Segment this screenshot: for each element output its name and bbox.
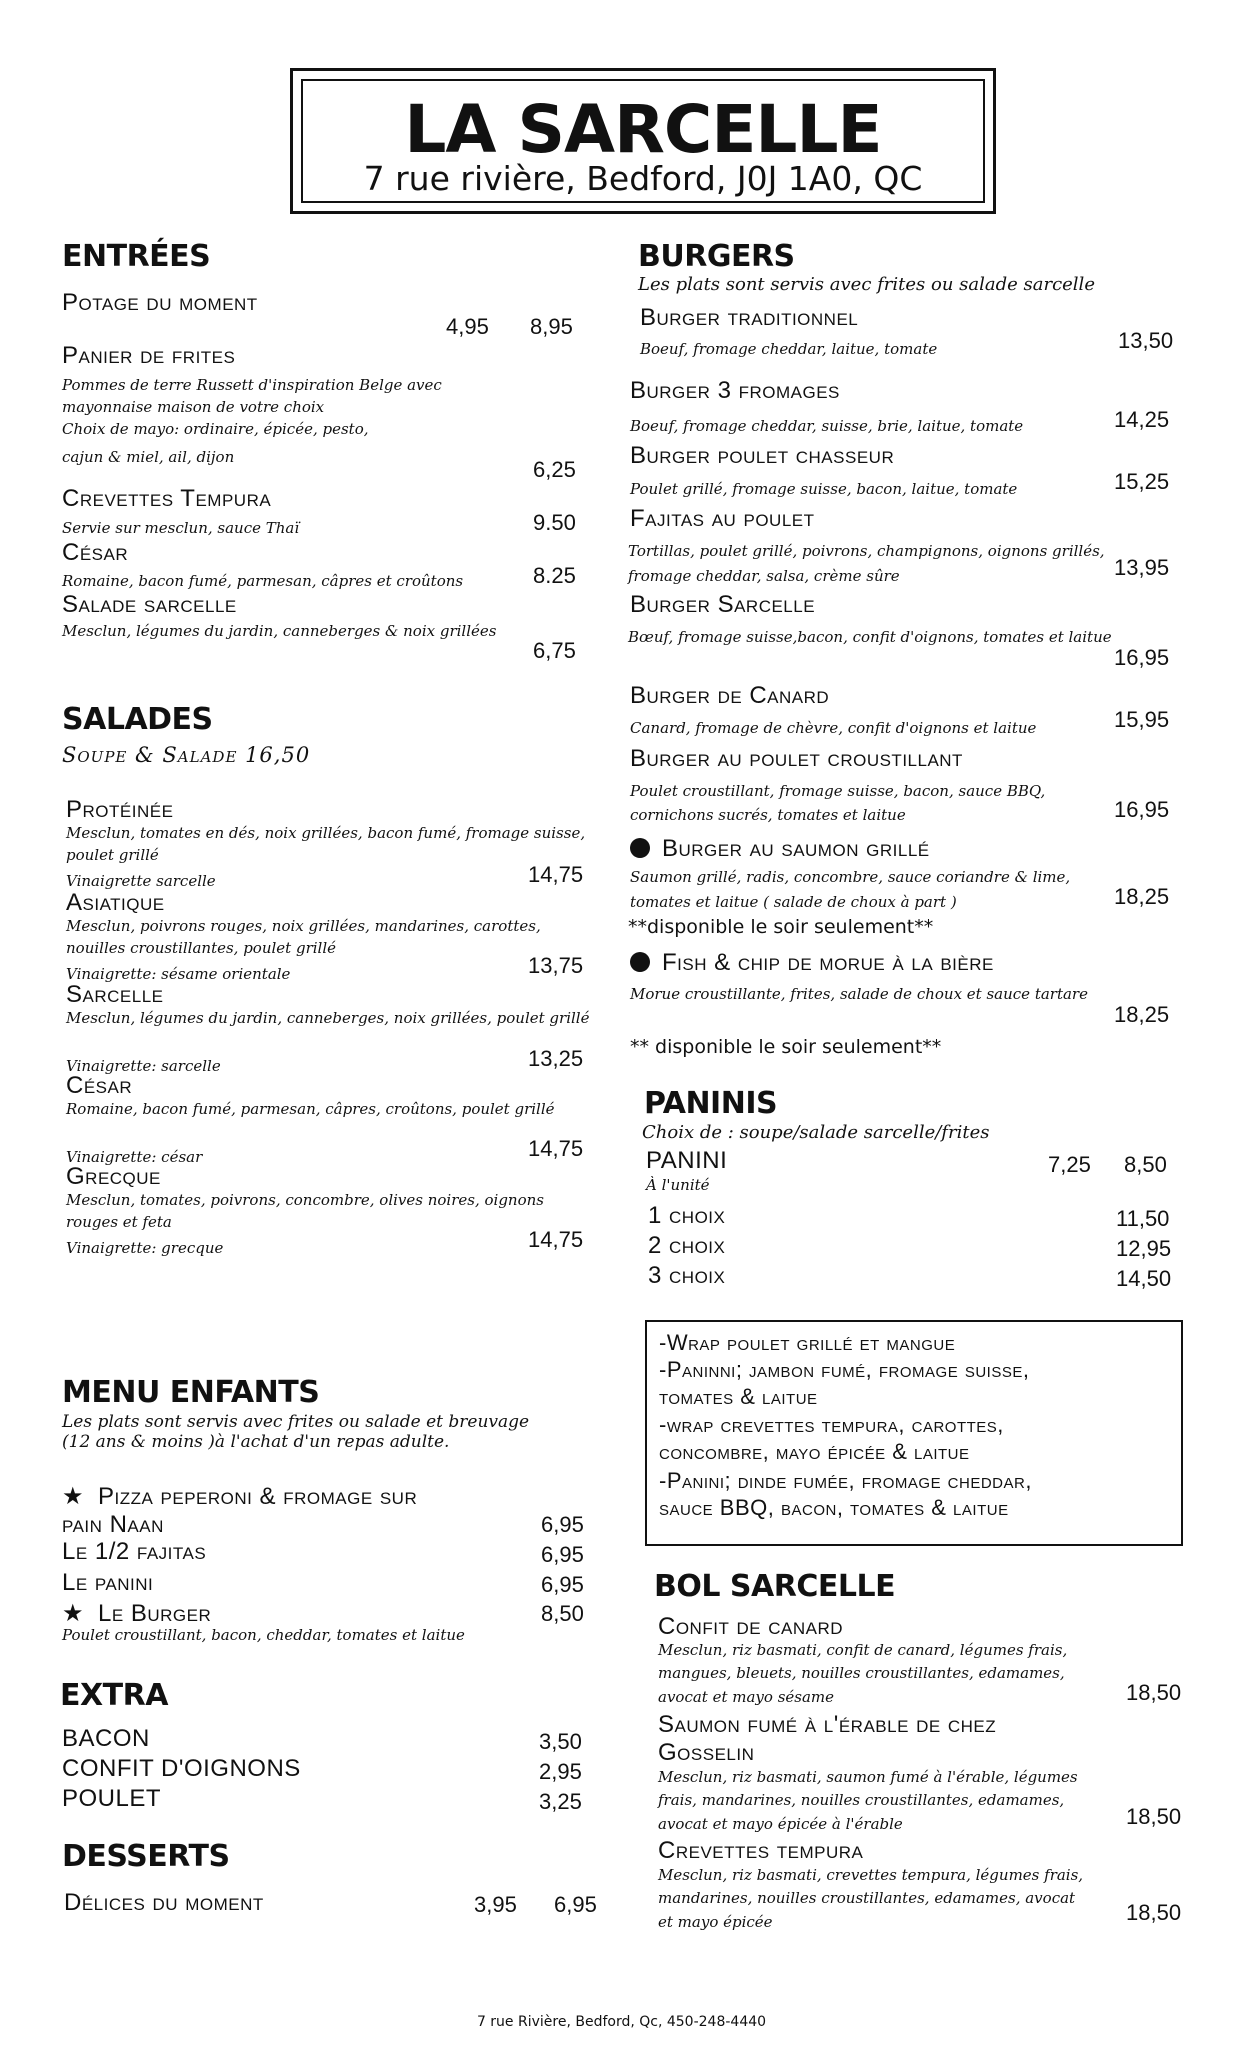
- burger-saumon-note: **disponible le soir seulement**: [628, 916, 934, 938]
- wraps-box: [645, 1320, 1183, 1546]
- burger-name-traditionnel: Burger traditionnel: [640, 304, 859, 331]
- price-extra-confit-oignons: 2,95: [539, 1759, 582, 1784]
- panini-choice-1: 1 choix: [648, 1202, 726, 1229]
- bol-desc-crevettes-2: mandarines, nouilles croustillantes, edamames, avocat: [658, 1889, 1076, 1907]
- panini-unit-label: À l'unité: [646, 1176, 710, 1194]
- section-title-entrees: ENTRÉES: [62, 239, 211, 274]
- enfants-item-pizza: [62, 1484, 417, 1510]
- price-panini-choice-3: 14,50: [1116, 1266, 1172, 1291]
- section-title-desserts: DESSERTS: [62, 1839, 230, 1874]
- burger-desc-fajitas-2: fromage cheddar, salsa, crème sûre: [628, 567, 900, 585]
- item-name-cesar: César: [62, 539, 129, 566]
- header-box: [290, 68, 996, 214]
- item-desc-cesar: Romaine, bacon fumé, parmesan, câpres et croûtons: [62, 572, 464, 590]
- restaurant-address: 7 rue rivière, Bedford, J0J 1A0, QC: [363, 159, 923, 198]
- salade-name-grecque: Grecque: [66, 1163, 161, 1190]
- burger-name-canard: Burger de Canard: [630, 682, 830, 709]
- salade-desc-cesar: Romaine, bacon fumé, parmesan, câpres, croûtons, poulet grillé: [66, 1100, 555, 1118]
- salade-name-asiatique: Asiatique: [66, 889, 165, 916]
- price-burger-traditionnel: 13,50: [1118, 328, 1174, 353]
- wrap-line-6: -Panini; dinde fumée, fromage cheddar,: [659, 1468, 1032, 1493]
- price-panini-large: 8,50: [1124, 1152, 1167, 1177]
- price-extra-bacon: 3,50: [539, 1729, 582, 1754]
- item-name-potage: Potage du moment: [62, 289, 258, 316]
- price-burger-sarcelle: 16,95: [1114, 645, 1170, 670]
- bol-desc-saumon-2: frais, mandarines, nouilles croustillantes, edamames,: [658, 1791, 1065, 1809]
- burger-name-poulet-chasseur: Burger poulet chasseur: [630, 442, 895, 469]
- enfants-item-fajitas: Le 1/2 fajitas: [62, 1538, 207, 1565]
- bol-desc-confit-2: mangues, bleuets, nouilles croustillantes, edamames,: [658, 1664, 1065, 1682]
- salade-desc-grecque: Mesclun, tomates, poivrons, concombre, olives noires, oignons rouges et feta: [66, 1191, 544, 1231]
- wrap-line-5: concombre, mayo épicée & laitue: [659, 1439, 970, 1464]
- burger-name-fish-chip: Fish & chip de morue à la bière: [662, 949, 994, 976]
- price-crevettes-tempura: 9.50: [533, 510, 576, 535]
- salade-vinaigrette-cesar: Vinaigrette: césar: [66, 1148, 203, 1166]
- salade-name-sarcelle: Sarcelle: [66, 981, 164, 1008]
- item-name-salade-sarcelle: Salade sarcelle: [62, 591, 237, 618]
- enfants-item-panini: Le panini: [62, 1569, 154, 1596]
- price-enfants-panini: 6,95: [541, 1572, 584, 1597]
- dessert-item-delices: Délices du moment: [64, 1889, 264, 1916]
- price-salade-grecque: 14,75: [528, 1227, 584, 1252]
- burger-desc-fish-chip: Morue croustillante, frites, salade de choux et sauce tartare: [630, 985, 1088, 1003]
- price-extra-poulet: 3,25: [539, 1789, 582, 1814]
- burgers-evening-note: ** disponible le soir seulement**: [630, 1036, 942, 1058]
- burger-name-sarcelle: Burger Sarcelle: [630, 591, 816, 618]
- burger-desc-saumon-2: tomates et laitue ( salade de choux à part ): [630, 893, 957, 911]
- paninis-subtitle: Choix de : soupe/salade sarcelle/frites: [642, 1122, 990, 1143]
- enfants-burger-desc: Poulet croustillant, bacon, cheddar, tomates et laitue: [62, 1626, 465, 1644]
- panini-item-name: PANINI: [646, 1147, 728, 1174]
- section-title-paninis: PANINIS: [644, 1086, 778, 1121]
- burger-desc-sarcelle: Bœuf, fromage suisse,bacon, confit d'oignons, tomates et laitue: [628, 628, 1112, 646]
- burger-desc-traditionnel: Boeuf, fromage cheddar, laitue, tomate: [640, 340, 938, 358]
- extra-item-bacon: BACON: [62, 1725, 150, 1752]
- burger-name-poulet-croustillant: Burger au poulet croustillant: [630, 745, 963, 772]
- price-dessert-small: 3,95: [474, 1892, 517, 1917]
- extra-item-confit-oignons: CONFIT D'OIGNONS: [62, 1755, 301, 1782]
- price-enfants-pizza: 6,95: [541, 1512, 584, 1537]
- price-salade-asiatique: 13,75: [528, 953, 584, 978]
- price-salade-proteinee: 14,75: [528, 862, 584, 887]
- enfants-pizza-line1: Pizza peperoni & fromage sur: [98, 1483, 418, 1510]
- enfants-pizza-line2: pain Naan: [62, 1511, 164, 1538]
- item-desc-crevettes-tempura: Servie sur mesclun, sauce Thaï: [62, 519, 300, 537]
- price-burger-3-fromages: 14,25: [1114, 407, 1170, 432]
- salade-name-cesar: César: [66, 1072, 133, 1099]
- panini-choice-3: 3 choix: [648, 1262, 726, 1289]
- bol-name-crevettes: Crevettes tempura: [658, 1837, 864, 1864]
- section-title-salades: SALADES: [62, 702, 213, 737]
- price-burger-saumon: 18,25: [1114, 884, 1170, 909]
- star-icon: ★: [62, 1483, 85, 1510]
- star-icon: ★: [62, 1600, 85, 1627]
- salade-name-proteinee: Protéinée: [66, 796, 174, 823]
- price-panini-small: 7,25: [1048, 1152, 1091, 1177]
- burger-name-saumon: Burger au saumon grillé: [662, 835, 930, 862]
- bol-desc-crevettes-3: et mayo épicée: [658, 1913, 773, 1931]
- bol-name-saumon-2: Gosselin: [658, 1739, 755, 1766]
- price-salade-cesar: 14,75: [528, 1136, 584, 1161]
- price-burger-poulet-chasseur: 15,25: [1114, 469, 1170, 494]
- bullet-icon: [630, 952, 650, 972]
- burger-item-fish-chip: [630, 950, 994, 976]
- price-burger-fish-chip: 18,25: [1114, 1002, 1170, 1027]
- footer-address: 7 rue Rivière, Bedford, Qc, 450-248-4440: [476, 2014, 767, 2030]
- bol-name-confit: Confit de canard: [658, 1613, 844, 1640]
- wrap-line-3: tomates & laitue: [659, 1384, 818, 1409]
- salade-desc-sarcelle: Mesclun, légumes du jardin, canneberges, noix grillées, poulet grillé: [66, 1009, 590, 1027]
- price-burger-canard: 15,95: [1114, 707, 1170, 732]
- price-frites: 6,25: [533, 457, 576, 482]
- section-title-burgers: BURGERS: [638, 239, 795, 274]
- bol-name-saumon-1: Saumon fumé à l'érable de chez: [658, 1711, 997, 1738]
- burger-desc-poulet-chasseur: Poulet grillé, fromage suisse, bacon, laitue, tomate: [630, 480, 1018, 498]
- burger-desc-poulet-croustillant-2: cornichons sucrés, tomates et laitue: [630, 806, 906, 824]
- bol-desc-saumon-1: Mesclun, riz basmati, saumon fumé à l'érable, légumes: [658, 1768, 1078, 1786]
- restaurant-name: LA SARCELLE: [404, 91, 882, 168]
- price-burger-fajitas: 13,95: [1114, 555, 1170, 580]
- item-desc-frites-mayo: Choix de mayo: ordinaire, épicée, pesto,: [62, 420, 369, 438]
- price-bol-crevettes: 18,50: [1126, 1900, 1182, 1925]
- burger-name-3-fromages: Burger 3 fromages: [630, 377, 840, 404]
- salade-desc-asiatique: Mesclun, poivrons rouges, noix grillées, mandarines, carottes, nouilles croustillantes, poulet grillé: [66, 917, 541, 957]
- price-dessert-large: 6,95: [554, 1892, 597, 1917]
- burger-name-fajitas: Fajitas au poulet: [630, 505, 815, 532]
- price-bol-saumon: 18,50: [1126, 1804, 1182, 1829]
- burger-desc-canard: Canard, fromage de chèvre, confit d'oignons et laitue: [630, 719, 1037, 737]
- bol-desc-confit-3: avocat et mayo sésame: [658, 1688, 835, 1706]
- menu-enfants-desc: Les plats sont servis avec frites ou salade et breuvage (12 ans & moins )à l'achat d'un repas adulte.: [62, 1412, 530, 1452]
- header-inner-frame: [301, 79, 985, 203]
- salade-vinaigrette-grecque: Vinaigrette: grecque: [66, 1239, 224, 1257]
- burger-desc-poulet-croustillant-1: Poulet croustillant, fromage suisse, bacon, sauce BBQ,: [630, 782, 1046, 800]
- salade-desc-proteinee: Mesclun, tomates en dés, noix grillées, bacon fumé, fromage suisse, poulet grillé: [66, 824, 586, 864]
- price-cesar: 8.25: [533, 563, 576, 588]
- salades-subtitle: Soupe & Salade 16,50: [62, 743, 311, 767]
- bol-desc-crevettes-1: Mesclun, riz basmati, crevettes tempura, légumes frais,: [658, 1866, 1084, 1884]
- bol-desc-saumon-3: avocat et mayo épicée à l'érable: [658, 1815, 903, 1833]
- wrap-line-7: sauce BBQ, bacon, tomates & laitue: [659, 1495, 1009, 1520]
- burger-desc-saumon-1: Saumon grillé, radis, concombre, sauce coriandre & lime,: [630, 868, 1071, 886]
- item-desc-frites: Pommes de terre Russett d'inspiration Belge avec mayonnaise maison de votre choix: [62, 376, 442, 416]
- section-title-bol-sarcelle: BOL SARCELLE: [654, 1569, 896, 1604]
- extra-item-poulet: POULET: [62, 1785, 162, 1812]
- panini-choice-2: 2 choix: [648, 1232, 726, 1259]
- enfants-burger-label: Le Burger: [98, 1600, 212, 1627]
- burgers-subtitle: Les plats sont servis avec frites ou salade sarcelle: [638, 274, 1095, 295]
- price-enfants-fajitas: 6,95: [541, 1542, 584, 1567]
- price-enfants-burger: 8,50: [541, 1601, 584, 1626]
- section-title-menu-enfants: MENU ENFANTS: [62, 1375, 320, 1410]
- burger-item-saumon: [630, 836, 930, 862]
- salade-vinaigrette-proteinee: Vinaigrette sarcelle: [66, 872, 216, 890]
- wrap-line-2: -Paninni; jambon fumé, fromage suisse,: [659, 1357, 1030, 1382]
- price-potage-small: 4,95: [446, 314, 489, 339]
- bol-desc-confit-1: Mesclun, riz basmati, confit de canard, légumes frais,: [658, 1641, 1068, 1659]
- price-potage-large: 8,95: [530, 314, 573, 339]
- item-name-crevettes-tempura: Crevettes Tempura: [62, 485, 272, 512]
- burger-desc-3-fromages: Boeuf, fromage cheddar, suisse, brie, laitue, tomate: [630, 417, 1024, 435]
- section-title-extra: EXTRA: [60, 1678, 168, 1713]
- item-desc-salade-sarcelle: Mesclun, légumes du jardin, canneberges & noix grillées: [62, 622, 497, 640]
- salade-vinaigrette-sarcelle: Vinaigrette: sarcelle: [66, 1057, 221, 1075]
- bullet-icon: [630, 838, 650, 858]
- wrap-line-4: -wrap crevettes tempura, carottes,: [659, 1412, 1004, 1437]
- price-burger-poulet-croustillant: 16,95: [1114, 797, 1170, 822]
- price-panini-choice-1: 11,50: [1116, 1206, 1170, 1231]
- item-desc-frites-mayo-2: cajun & miel, ail, dijon: [62, 448, 235, 466]
- burger-desc-fajitas-1: Tortillas, poulet grillé, poivrons, champignons, oignons grillés,: [628, 542, 1105, 560]
- salade-vinaigrette-asiatique: Vinaigrette: sésame orientale: [66, 965, 291, 983]
- price-salade-sarcelle: 6,75: [533, 638, 576, 663]
- price-panini-choice-2: 12,95: [1116, 1236, 1172, 1261]
- wrap-line-1: -Wrap poulet grillé et mangue: [659, 1330, 956, 1355]
- price-bol-confit: 18,50: [1126, 1680, 1182, 1705]
- price-salade-sarcelle-2: 13,25: [528, 1046, 584, 1071]
- item-name-frites: Panier de frites: [62, 342, 236, 369]
